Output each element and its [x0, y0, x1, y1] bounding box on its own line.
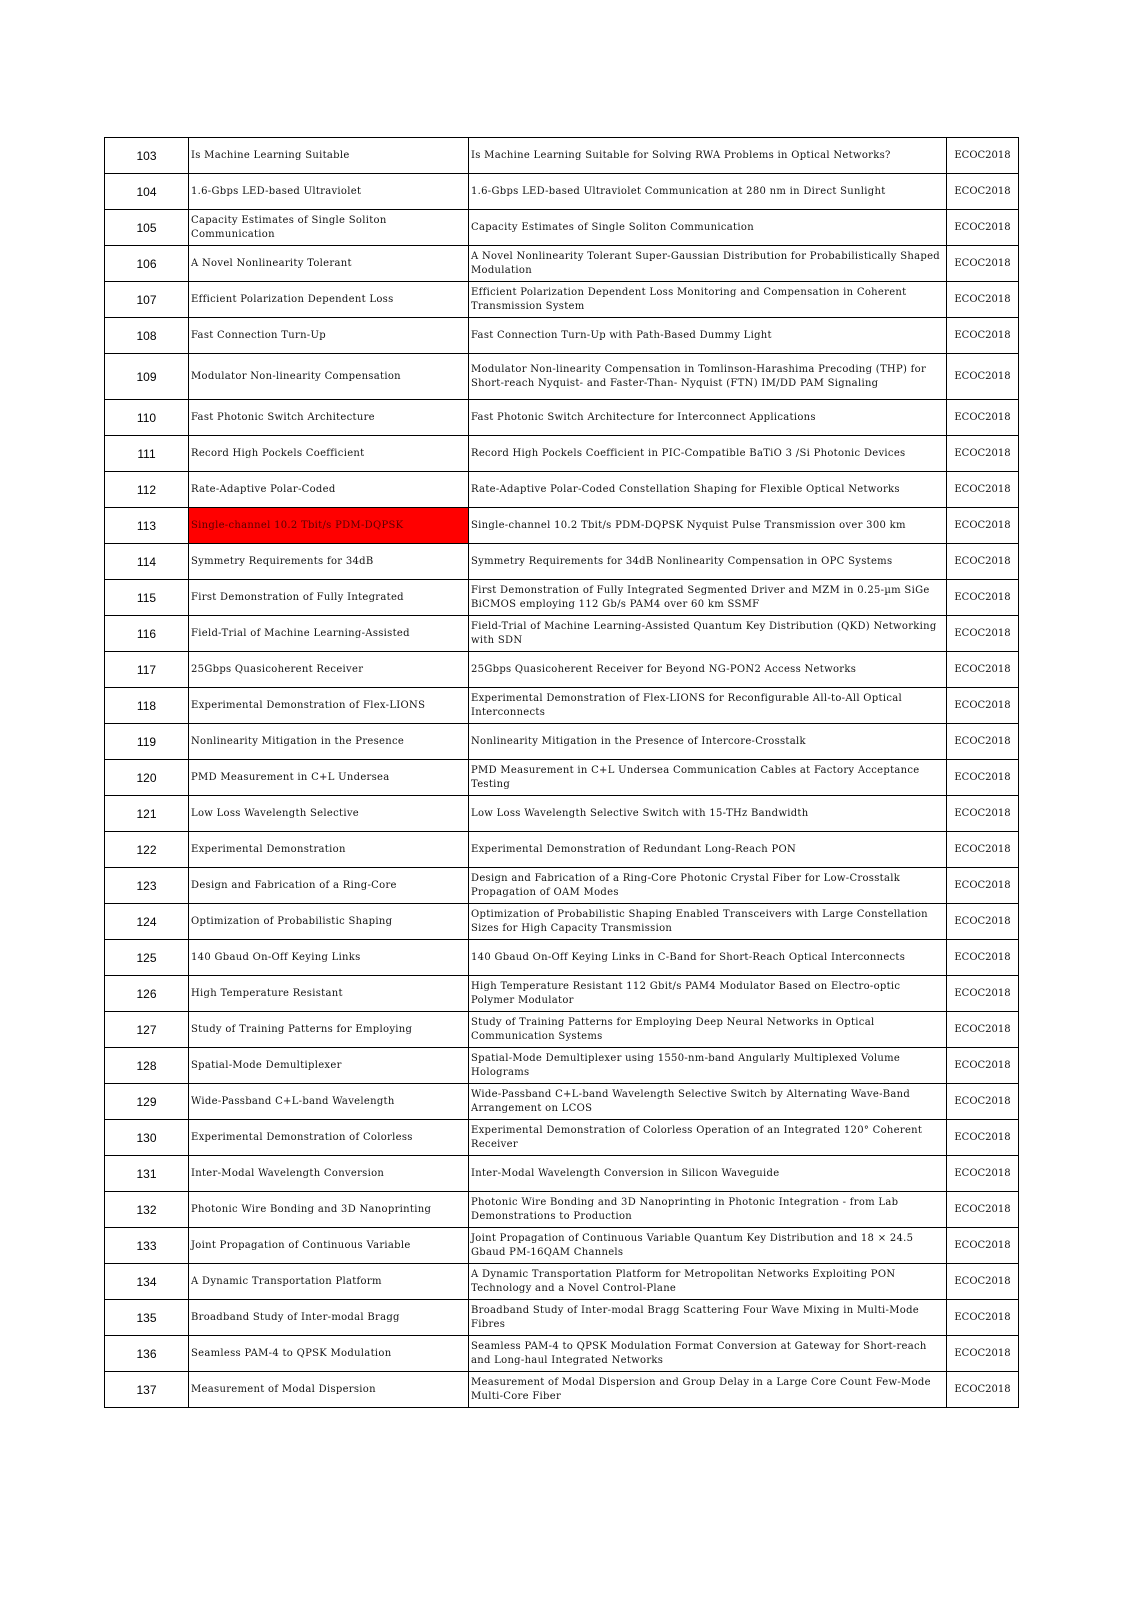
short-title-cell: Experimental Demonstration of Colorless [189, 1120, 469, 1156]
full-title-cell: Measurement of Modal Dispersion and Group Delay in a Large Core Count Few-Mode Multi-Core Fiber [469, 1372, 947, 1408]
short-title-cell: Inter-Modal Wavelength Conversion [189, 1156, 469, 1192]
table-row [105, 544, 1019, 580]
row-number-cell: 120 [105, 760, 189, 796]
table-row [105, 868, 1019, 904]
table-row [105, 832, 1019, 868]
row-number-cell: 132 [105, 1192, 189, 1228]
conference-cell: ECOC2018 [947, 1300, 1019, 1336]
full-title-cell: High Temperature Resistant 112 Gbit/s PAM4 Modulator Based on Electro-optic Polymer Modulator [469, 976, 947, 1012]
short-title-cell: High Temperature Resistant [189, 976, 469, 1012]
short-title-cell: Field-Trial of Machine Learning-Assisted [189, 616, 469, 652]
row-number-cell: 115 [105, 580, 189, 616]
conference-cell: ECOC2018 [947, 652, 1019, 688]
row-number-cell: 129 [105, 1084, 189, 1120]
full-title-cell: Experimental Demonstration of Redundant Long-Reach PON [469, 832, 947, 868]
conference-cell: ECOC2018 [947, 1012, 1019, 1048]
table-row [105, 246, 1019, 282]
short-title-cell: Photonic Wire Bonding and 3D Nanoprinting [189, 1192, 469, 1228]
table-row [105, 580, 1019, 616]
row-number-cell: 107 [105, 282, 189, 318]
row-number-cell: 128 [105, 1048, 189, 1084]
conference-cell: ECOC2018 [947, 400, 1019, 436]
row-number-cell: 116 [105, 616, 189, 652]
conference-cell: ECOC2018 [947, 1336, 1019, 1372]
full-title-cell: Modulator Non-linearity Compensation in Tomlinson-Harashima Precoding (THP) for Short-reach Nyquist- and Faster-Than- Nyquist (FTN) IM/DD PAM Signaling [469, 354, 947, 400]
full-title-cell: A Dynamic Transportation Platform for Metropolitan Networks Exploiting PON Technology and a Novel Control-Plane [469, 1264, 947, 1300]
full-title-cell: Photonic Wire Bonding and 3D Nanoprinting in Photonic Integration - from Lab Demonstrations to Production [469, 1192, 947, 1228]
conference-cell: ECOC2018 [947, 1084, 1019, 1120]
conference-cell: ECOC2018 [947, 1228, 1019, 1264]
full-title-cell: Seamless PAM-4 to QPSK Modulation Format Conversion at Gateway for Short-reach and Long-haul Integrated Networks [469, 1336, 947, 1372]
short-title-cell: Low Loss Wavelength Selective [189, 796, 469, 832]
full-title-cell: Rate-Adaptive Polar-Coded Constellation Shaping for Flexible Optical Networks [469, 472, 947, 508]
conference-cell: ECOC2018 [947, 976, 1019, 1012]
row-number-cell: 108 [105, 318, 189, 354]
short-title-cell: Nonlinearity Mitigation in the Presence [189, 724, 469, 760]
conference-cell: ECOC2018 [947, 210, 1019, 246]
short-title-cell: 1.6-Gbps LED-based Ultraviolet [189, 174, 469, 210]
table-row [105, 652, 1019, 688]
conference-cell: ECOC2018 [947, 472, 1019, 508]
table-row [105, 724, 1019, 760]
table-row [105, 1372, 1019, 1408]
conference-cell: ECOC2018 [947, 1120, 1019, 1156]
row-number-cell: 137 [105, 1372, 189, 1408]
table-row [105, 616, 1019, 652]
full-title-cell: Inter-Modal Wavelength Conversion in Silicon Waveguide [469, 1156, 947, 1192]
row-number-cell: 125 [105, 940, 189, 976]
row-number-cell: 126 [105, 976, 189, 1012]
row-number-cell: 117 [105, 652, 189, 688]
full-title-cell: Experimental Demonstration of Flex-LIONS for Reconfigurable All-to-All Optical Interconnects [469, 688, 947, 724]
row-number-cell: 112 [105, 472, 189, 508]
full-title-cell: Joint Propagation of Continuous Variable Quantum Key Distribution and 18 × 24.5 Gbaud PM-16QAM Channels [469, 1228, 947, 1264]
short-title-cell: Broadband Study of Inter-modal Bragg [189, 1300, 469, 1336]
row-number-cell: 136 [105, 1336, 189, 1372]
full-title-cell: PMD Measurement in C+L Undersea Communication Cables at Factory Acceptance Testing [469, 760, 947, 796]
conference-cell: ECOC2018 [947, 688, 1019, 724]
table-row [105, 940, 1019, 976]
full-title-cell: Optimization of Probabilistic Shaping Enabled Transceivers with Large Constellation Sizes for High Capacity Transmission [469, 904, 947, 940]
short-title-cell: Experimental Demonstration [189, 832, 469, 868]
row-number-cell: 131 [105, 1156, 189, 1192]
table-row [105, 976, 1019, 1012]
table-row [105, 796, 1019, 832]
short-title-cell: Symmetry Requirements for 34dB [189, 544, 469, 580]
full-title-cell: Low Loss Wavelength Selective Switch with 15-THz Bandwidth [469, 796, 947, 832]
row-number-cell: 133 [105, 1228, 189, 1264]
row-number-cell: 105 [105, 210, 189, 246]
full-title-cell: Study of Training Patterns for Employing Deep Neural Networks in Optical Communication Systems [469, 1012, 947, 1048]
table-row [105, 436, 1019, 472]
short-title-cell: A Dynamic Transportation Platform [189, 1264, 469, 1300]
conference-cell: ECOC2018 [947, 724, 1019, 760]
full-title-cell: Is Machine Learning Suitable for Solving RWA Problems in Optical Networks? [469, 138, 947, 174]
full-title-cell: Spatial-Mode Demultiplexer using 1550-nm-band Angularly Multiplexed Volume Holograms [469, 1048, 947, 1084]
row-number-cell: 127 [105, 1012, 189, 1048]
conference-cell: ECOC2018 [947, 508, 1019, 544]
conference-cell: ECOC2018 [947, 282, 1019, 318]
full-title-cell: Capacity Estimates of Single Soliton Communication [469, 210, 947, 246]
short-title-cell: PMD Measurement in C+L Undersea [189, 760, 469, 796]
full-title-cell: 140 Gbaud On-Off Keying Links in C-Band for Short-Reach Optical Interconnects [469, 940, 947, 976]
full-title-cell: Fast Connection Turn-Up with Path-Based Dummy Light [469, 318, 947, 354]
table-row [105, 400, 1019, 436]
table-row [105, 174, 1019, 210]
short-title-cell: Design and Fabrication of a Ring-Core [189, 868, 469, 904]
short-title-cell: Rate-Adaptive Polar-Coded [189, 472, 469, 508]
row-number-cell: 122 [105, 832, 189, 868]
conference-cell: ECOC2018 [947, 246, 1019, 282]
table-row [105, 1228, 1019, 1264]
conference-cell: ECOC2018 [947, 868, 1019, 904]
row-number-cell: 134 [105, 1264, 189, 1300]
conference-cell: ECOC2018 [947, 1156, 1019, 1192]
full-title-cell: 25Gbps Quasicoherent Receiver for Beyond NG-PON2 Access Networks [469, 652, 947, 688]
full-title-cell: Symmetry Requirements for 34dB Nonlinearity Compensation in OPC Systems [469, 544, 947, 580]
table-row [105, 1264, 1019, 1300]
short-title-cell: Optimization of Probabilistic Shaping [189, 904, 469, 940]
short-title-cell: Joint Propagation of Continuous Variable [189, 1228, 469, 1264]
table-row [105, 318, 1019, 354]
conference-cell: ECOC2018 [947, 832, 1019, 868]
short-title-cell: Capacity Estimates of Single Soliton Communication [189, 210, 469, 246]
short-title-cell: Modulator Non-linearity Compensation [189, 354, 469, 400]
short-title-cell: Fast Connection Turn-Up [189, 318, 469, 354]
table-row [105, 138, 1019, 174]
short-title-cell: Wide-Passband C+L-band Wavelength [189, 1084, 469, 1120]
short-title-cell: Experimental Demonstration of Flex-LIONS [189, 688, 469, 724]
short-title-cell: Measurement of Modal Dispersion [189, 1372, 469, 1408]
short-title-cell: Spatial-Mode Demultiplexer [189, 1048, 469, 1084]
table-row [105, 210, 1019, 246]
short-title-cell: Efficient Polarization Dependent Loss [189, 282, 469, 318]
table-row [105, 1156, 1019, 1192]
short-title-cell: Record High Pockels Coefficient [189, 436, 469, 472]
full-title-cell: Nonlinearity Mitigation in the Presence of Intercore-Crosstalk [469, 724, 947, 760]
table-row [105, 760, 1019, 796]
conference-cell: ECOC2018 [947, 544, 1019, 580]
full-title-cell: Fast Photonic Switch Architecture for Interconnect Applications [469, 400, 947, 436]
table-row [105, 904, 1019, 940]
row-number-cell: 135 [105, 1300, 189, 1336]
row-number-cell: 103 [105, 138, 189, 174]
table-row [105, 508, 1019, 544]
conference-cell: ECOC2018 [947, 616, 1019, 652]
conference-cell: ECOC2018 [947, 1372, 1019, 1408]
short-title-cell: Single-channel 10.2 Tbit/s PDM-DQPSK [189, 508, 469, 544]
conference-cell: ECOC2018 [947, 318, 1019, 354]
row-number-cell: 121 [105, 796, 189, 832]
full-title-cell: Single-channel 10.2 Tbit/s PDM-DQPSK Nyquist Pulse Transmission over 300 km [469, 508, 947, 544]
conference-cell: ECOC2018 [947, 354, 1019, 400]
table-row [105, 688, 1019, 724]
conference-cell: ECOC2018 [947, 1264, 1019, 1300]
short-title-cell: A Novel Nonlinearity Tolerant [189, 246, 469, 282]
full-title-cell: A Novel Nonlinearity Tolerant Super-Gaussian Distribution for Probabilistically Shaped Modulation [469, 246, 947, 282]
short-title-cell: Is Machine Learning Suitable [189, 138, 469, 174]
full-title-cell: Broadband Study of Inter-modal Bragg Scattering Four Wave Mixing in Multi-Mode Fibres [469, 1300, 947, 1336]
full-title-cell: Experimental Demonstration of Colorless Operation of an Integrated 120° Coherent Receiver [469, 1120, 947, 1156]
full-title-cell: Record High Pockels Coefficient in PIC-Compatible BaTiO 3 /Si Photonic Devices [469, 436, 947, 472]
table-row [105, 354, 1019, 400]
full-title-cell: Efficient Polarization Dependent Loss Monitoring and Compensation in Coherent Transmission System [469, 282, 947, 318]
short-title-cell: Fast Photonic Switch Architecture [189, 400, 469, 436]
table-row [105, 1300, 1019, 1336]
full-title-cell: Wide-Passband C+L-band Wavelength Selective Switch by Alternating Wave-Band Arrangement on LCOS [469, 1084, 947, 1120]
short-title-cell: 140 Gbaud On-Off Keying Links [189, 940, 469, 976]
row-number-cell: 123 [105, 868, 189, 904]
short-title-cell: 25Gbps Quasicoherent Receiver [189, 652, 469, 688]
row-number-cell: 110 [105, 400, 189, 436]
table-row [105, 472, 1019, 508]
table-row [105, 1192, 1019, 1228]
short-title-cell: First Demonstration of Fully Integrated [189, 580, 469, 616]
conference-cell: ECOC2018 [947, 174, 1019, 210]
conference-cell: ECOC2018 [947, 940, 1019, 976]
full-title-cell: Field-Trial of Machine Learning-Assisted Quantum Key Distribution (QKD) Networking with SDN [469, 616, 947, 652]
row-number-cell: 130 [105, 1120, 189, 1156]
table-row [105, 1120, 1019, 1156]
row-number-cell: 106 [105, 246, 189, 282]
row-number-cell: 124 [105, 904, 189, 940]
conference-cell: ECOC2018 [947, 760, 1019, 796]
conference-cell: ECOC2018 [947, 796, 1019, 832]
row-number-cell: 114 [105, 544, 189, 580]
conference-cell: ECOC2018 [947, 436, 1019, 472]
conference-cell: ECOC2018 [947, 580, 1019, 616]
table-row [105, 1048, 1019, 1084]
row-number-cell: 113 [105, 508, 189, 544]
full-title-cell: First Demonstration of Fully Integrated Segmented Driver and MZM in 0.25-µm SiGe BiCMOS employing 112 Gb/s PAM4 over 60 km SSMF [469, 580, 947, 616]
full-title-cell: Design and Fabrication of a Ring-Core Photonic Crystal Fiber for Low-Crosstalk Propagation of OAM Modes [469, 868, 947, 904]
table-row [105, 282, 1019, 318]
row-number-cell: 118 [105, 688, 189, 724]
row-number-cell: 119 [105, 724, 189, 760]
conference-cell: ECOC2018 [947, 1192, 1019, 1228]
short-title-cell: Study of Training Patterns for Employing [189, 1012, 469, 1048]
short-title-cell: Seamless PAM-4 to QPSK Modulation [189, 1336, 469, 1372]
full-title-cell: 1.6-Gbps LED-based Ultraviolet Communication at 280 nm in Direct Sunlight [469, 174, 947, 210]
table-row [105, 1336, 1019, 1372]
row-number-cell: 111 [105, 436, 189, 472]
row-number-cell: 109 [105, 354, 189, 400]
conference-cell: ECOC2018 [947, 904, 1019, 940]
table-row [105, 1084, 1019, 1120]
table-body [105, 138, 1019, 1408]
conference-cell: ECOC2018 [947, 138, 1019, 174]
table-row [105, 1012, 1019, 1048]
conference-cell: ECOC2018 [947, 1048, 1019, 1084]
row-number-cell: 104 [105, 174, 189, 210]
paper-list-table [104, 137, 1019, 1408]
